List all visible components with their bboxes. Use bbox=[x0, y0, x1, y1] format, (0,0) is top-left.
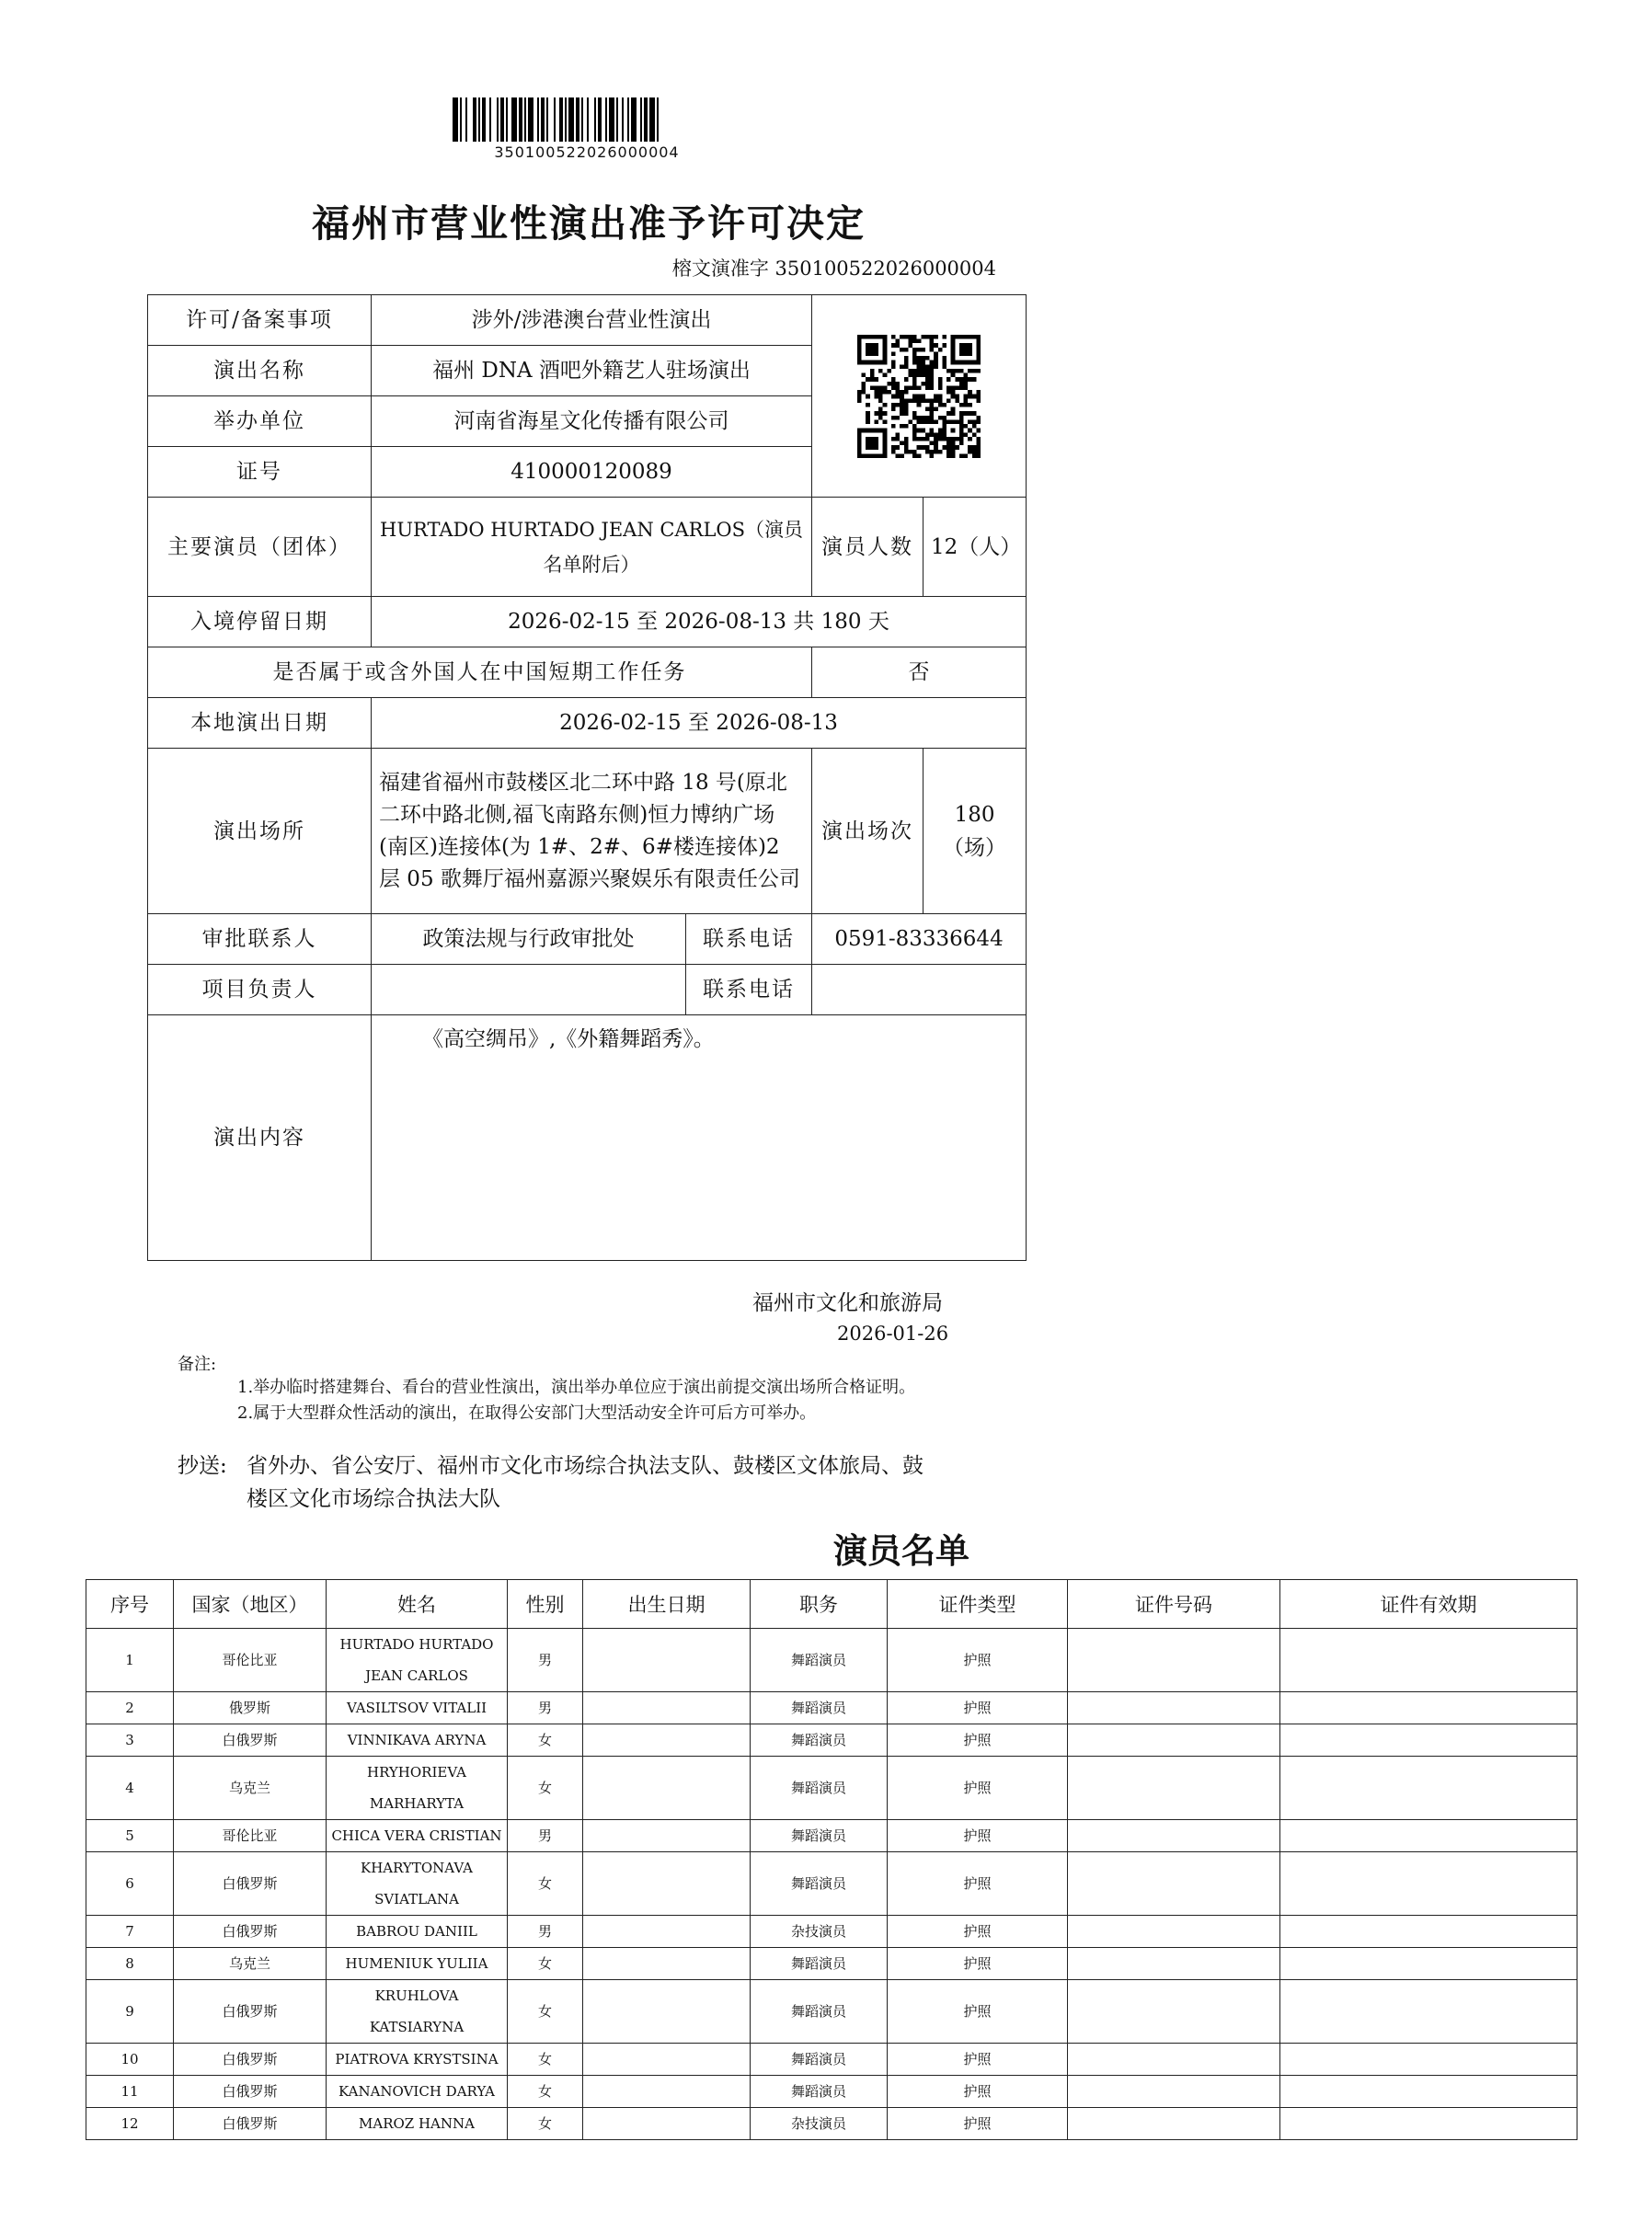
cell-birth-date bbox=[583, 1948, 751, 1980]
approval-contact-label: 审批联系人 bbox=[148, 914, 372, 965]
cell-doc-validity bbox=[1280, 1916, 1577, 1948]
cell-country: 哥伦比亚 bbox=[174, 1629, 327, 1692]
cell-role: 舞蹈演员 bbox=[751, 1724, 888, 1757]
cell-name bbox=[327, 2076, 508, 2108]
phone-label: 联系电话 bbox=[686, 914, 812, 965]
performers-value: HURTADO HURTADO JEAN CARLOS（演员名单附后） bbox=[372, 498, 812, 597]
document-number: 榕文演准字 350100522026000004 bbox=[671, 258, 996, 280]
stay-value: 2026-02-15 至 2026-08-13 共 180 天 bbox=[372, 597, 1027, 647]
table-row bbox=[86, 1820, 1577, 1852]
cell-country: 白俄罗斯 bbox=[174, 1724, 327, 1757]
cell-role: 舞蹈演员 bbox=[751, 1820, 888, 1852]
cell-role: 舞蹈演员 bbox=[751, 1757, 888, 1820]
cell-country: 俄罗斯 bbox=[174, 1692, 327, 1724]
name-line: MAROZ HANNA bbox=[359, 2115, 475, 2132]
name-line: BABROU DANIIL bbox=[356, 1923, 477, 1940]
table-row bbox=[86, 1916, 1577, 1948]
barcode bbox=[453, 97, 721, 142]
cell-doc-number bbox=[1068, 2044, 1280, 2076]
cell-country: 白俄罗斯 bbox=[174, 2108, 327, 2140]
content-label: 演出内容 bbox=[148, 1015, 372, 1261]
cell-gender: 女 bbox=[508, 1948, 583, 1980]
cell-birth-date bbox=[583, 1916, 751, 1948]
cell-doc-type: 护照 bbox=[888, 2044, 1068, 2076]
cell-birth-date bbox=[583, 2044, 751, 2076]
cell-no: 7 bbox=[86, 1916, 174, 1948]
table-row bbox=[86, 2044, 1577, 2076]
cell-no: 1 bbox=[86, 1629, 174, 1692]
cell-doc-validity bbox=[1280, 1629, 1577, 1692]
cell-name bbox=[327, 1629, 508, 1692]
name-line: KHARYTONAVA bbox=[360, 1860, 473, 1876]
col-header-country: 国家（地区） bbox=[174, 1580, 327, 1629]
cell-country: 乌克兰 bbox=[174, 1757, 327, 1820]
cell-doc-type: 护照 bbox=[888, 1724, 1068, 1757]
cell-doc-number bbox=[1068, 1757, 1280, 1820]
note-item: 1.举办临时搭建舞台、看台的营业性演出，演出举办单位应于演出前提交演出场所合格证明。 bbox=[237, 1378, 916, 1397]
content-value: 《高空绸吊》,《外籍舞蹈秀》。 bbox=[372, 1015, 1027, 1261]
cell-country: 哥伦比亚 bbox=[174, 1820, 327, 1852]
cell-no: 10 bbox=[86, 2044, 174, 2076]
cell-birth-date bbox=[583, 2108, 751, 2140]
name-line: KANANOVICH DARYA bbox=[338, 2083, 495, 2100]
document-title: 福州市营业性演出准予许可决定 bbox=[312, 201, 866, 246]
cell-no: 5 bbox=[86, 1820, 174, 1852]
cell-doc-number bbox=[1068, 1629, 1280, 1692]
cell-birth-date bbox=[583, 2076, 751, 2108]
table-row bbox=[86, 1852, 1577, 1916]
col-header-birth-date: 出生日期 bbox=[583, 1580, 751, 1629]
cell-no: 9 bbox=[86, 1980, 174, 2044]
cell-doc-validity bbox=[1280, 1948, 1577, 1980]
cell-no: 6 bbox=[86, 1852, 174, 1916]
cell-name bbox=[327, 1948, 508, 1980]
venue-value: 福建省福州市鼓楼区北二环中路 18 号(原北二环中路北侧,福飞南路东侧)恒力博纳广场(南区)连接体(为 1#、2#、6#楼连接体)2 层 05 歌舞厅福州嘉源兴聚娱乐有限责任公司 bbox=[372, 749, 812, 914]
cell-doc-type: 护照 bbox=[888, 1757, 1068, 1820]
issue-date: 2026-01-26 bbox=[837, 1323, 949, 1345]
cell-doc-validity bbox=[1280, 1852, 1577, 1916]
cell-birth-date bbox=[583, 1757, 751, 1820]
cell-gender: 女 bbox=[508, 2076, 583, 2108]
table-row bbox=[86, 1724, 1577, 1757]
short-work-label: 是否属于或含外国人在中国短期工作任务 bbox=[148, 647, 812, 698]
performers-label: 主要演员（团体） bbox=[148, 498, 372, 597]
cell-name bbox=[327, 1724, 508, 1757]
cell-doc-type: 护照 bbox=[888, 1948, 1068, 1980]
cell-no: 8 bbox=[86, 1948, 174, 1980]
cell-birth-date bbox=[583, 1629, 751, 1692]
cell-doc-type: 护照 bbox=[888, 1692, 1068, 1724]
cell-role: 舞蹈演员 bbox=[751, 1852, 888, 1916]
cc-recipients-line1: 省外办、省公安厅、福州市文化市场综合执法支队、鼓楼区文体旅局、鼓 bbox=[247, 1454, 924, 1478]
table-row bbox=[86, 2076, 1577, 2108]
cell-doc-number bbox=[1068, 1724, 1280, 1757]
cell-no: 11 bbox=[86, 2076, 174, 2108]
name-line: SVIATLANA bbox=[374, 1891, 459, 1907]
name-line: CHICA VERA CRISTIAN bbox=[331, 1827, 502, 1844]
cell-doc-type: 护照 bbox=[888, 1629, 1068, 1692]
count-label: 演员人数 bbox=[812, 498, 924, 597]
cell-role: 舞蹈演员 bbox=[751, 1692, 888, 1724]
cell-birth-date bbox=[583, 1692, 751, 1724]
barcode-number: 350100522026000004 bbox=[494, 143, 680, 161]
cell-doc-number bbox=[1068, 1980, 1280, 2044]
col-header-role: 职务 bbox=[751, 1580, 888, 1629]
cell-gender: 女 bbox=[508, 1980, 583, 2044]
cell-name bbox=[327, 1980, 508, 2044]
cell-doc-type: 护照 bbox=[888, 1980, 1068, 2044]
cell-doc-validity bbox=[1280, 2076, 1577, 2108]
col-header-no: 序号 bbox=[86, 1580, 174, 1629]
name-line: HUMENIUK YULIIA bbox=[345, 1955, 488, 1972]
name-line: PIATROVA KRYSTSINA bbox=[335, 2051, 499, 2067]
phone2-value bbox=[812, 965, 1027, 1015]
table-row bbox=[86, 2108, 1577, 2140]
phone-value: 0591-83336644 bbox=[812, 914, 1027, 965]
qr-code bbox=[857, 335, 981, 458]
license-value: 410000120089 bbox=[372, 447, 812, 498]
cell-name bbox=[327, 2044, 508, 2076]
cell-doc-type: 护照 bbox=[888, 2076, 1068, 2108]
cell-gender: 女 bbox=[508, 1724, 583, 1757]
cell-doc-number bbox=[1068, 1852, 1280, 1916]
short-work-value: 否 bbox=[812, 647, 1027, 698]
cell-gender: 女 bbox=[508, 2044, 583, 2076]
cell-country: 乌克兰 bbox=[174, 1948, 327, 1980]
venue-label: 演出场所 bbox=[148, 749, 372, 914]
cell-country: 白俄罗斯 bbox=[174, 2076, 327, 2108]
cell-country: 白俄罗斯 bbox=[174, 1852, 327, 1916]
cell-doc-validity bbox=[1280, 1757, 1577, 1820]
cell-doc-type: 护照 bbox=[888, 1852, 1068, 1916]
cell-doc-validity bbox=[1280, 1724, 1577, 1757]
table-row bbox=[86, 1757, 1577, 1820]
cell-no: 3 bbox=[86, 1724, 174, 1757]
cell-doc-validity bbox=[1280, 1692, 1577, 1724]
cell-gender: 女 bbox=[508, 1852, 583, 1916]
cell-gender: 男 bbox=[508, 1820, 583, 1852]
cell-gender: 男 bbox=[508, 1692, 583, 1724]
cell-gender: 女 bbox=[508, 1757, 583, 1820]
cell-role: 杂技演员 bbox=[751, 1916, 888, 1948]
name-line: HURTADO HURTADO bbox=[339, 1636, 494, 1653]
cell-name bbox=[327, 1692, 508, 1724]
cell-doc-validity bbox=[1280, 1820, 1577, 1852]
local-dates-label: 本地演出日期 bbox=[148, 698, 372, 749]
table-row bbox=[86, 1948, 1577, 1980]
cell-doc-number bbox=[1068, 1820, 1280, 1852]
count-value: 12（人） bbox=[924, 498, 1027, 597]
cell-role: 舞蹈演员 bbox=[751, 2044, 888, 2076]
cell-role: 舞蹈演员 bbox=[751, 1629, 888, 1692]
project-lead-label: 项目负责人 bbox=[148, 965, 372, 1015]
cell-doc-number bbox=[1068, 1692, 1280, 1724]
name-line: VASILTSOV VITALII bbox=[346, 1700, 488, 1716]
cell-no: 2 bbox=[86, 1692, 174, 1724]
permit-table bbox=[147, 294, 1027, 1261]
cell-doc-type: 护照 bbox=[888, 1820, 1068, 1852]
cell-country: 白俄罗斯 bbox=[174, 2044, 327, 2076]
cell-country: 白俄罗斯 bbox=[174, 1916, 327, 1948]
qr-code-cell bbox=[812, 295, 1027, 498]
col-header-gender: 性别 bbox=[508, 1580, 583, 1629]
cell-name bbox=[327, 1757, 508, 1820]
name-value: 福州 DNA 酒吧外籍艺人驻场演出 bbox=[372, 346, 812, 396]
cell-name bbox=[327, 1820, 508, 1852]
local-dates-value: 2026-02-15 至 2026-08-13 bbox=[372, 698, 1027, 749]
col-header-doc-validity: 证件有效期 bbox=[1280, 1580, 1577, 1629]
cell-name bbox=[327, 1916, 508, 1948]
cell-role: 舞蹈演员 bbox=[751, 1948, 888, 1980]
name-line: MARHARYTA bbox=[369, 1795, 465, 1812]
cell-name bbox=[327, 2108, 508, 2140]
shows-value: 180（场） bbox=[924, 749, 1027, 914]
name-line: HRYHORIEVA bbox=[366, 1764, 466, 1781]
phone2-label: 联系电话 bbox=[686, 965, 812, 1015]
table-row bbox=[86, 1692, 1577, 1724]
stay-label: 入境停留日期 bbox=[148, 597, 372, 647]
license-label: 证号 bbox=[148, 447, 372, 498]
cell-country: 白俄罗斯 bbox=[174, 1980, 327, 2044]
name-line: KRUHLOVA bbox=[374, 1987, 459, 2004]
shows-label: 演出场次 bbox=[812, 749, 924, 914]
organizer-value: 河南省海星文化传播有限公司 bbox=[372, 396, 812, 447]
name-line: JEAN CARLOS bbox=[365, 1667, 468, 1684]
cell-doc-number bbox=[1068, 2108, 1280, 2140]
col-header-doc-number: 证件号码 bbox=[1068, 1580, 1280, 1629]
notes-label: 备注: bbox=[178, 1355, 217, 1374]
cell-birth-date bbox=[583, 1820, 751, 1852]
organizer-label: 举办单位 bbox=[148, 396, 372, 447]
issuer: 福州市文化和旅游局 bbox=[752, 1291, 943, 1315]
approval-contact-value: 政策法规与行政审批处 bbox=[372, 914, 686, 965]
name-label: 演出名称 bbox=[148, 346, 372, 396]
cell-birth-date bbox=[583, 1724, 751, 1757]
cell-role: 舞蹈演员 bbox=[751, 1980, 888, 2044]
cell-role: 舞蹈演员 bbox=[751, 2076, 888, 2108]
cell-doc-validity bbox=[1280, 2044, 1577, 2076]
cell-gender: 女 bbox=[508, 2108, 583, 2140]
project-lead-value bbox=[372, 965, 686, 1015]
roster-title: 演员名单 bbox=[833, 1530, 969, 1571]
cell-doc-type: 护照 bbox=[888, 1916, 1068, 1948]
cell-doc-number bbox=[1068, 2076, 1280, 2108]
item-value: 涉外/涉港澳台营业性演出 bbox=[372, 295, 812, 346]
cell-doc-type: 护照 bbox=[888, 2108, 1068, 2140]
cc-label: 抄送: bbox=[178, 1454, 227, 1478]
cell-doc-validity bbox=[1280, 2108, 1577, 2140]
cc-recipients-line2: 楼区文化市场综合执法大队 bbox=[247, 1487, 500, 1511]
note-item: 2.属于大型群众性活动的演出，在取得公安部门大型活动安全许可后方可举办。 bbox=[237, 1403, 817, 1423]
cell-no: 12 bbox=[86, 2108, 174, 2140]
col-header-name: 姓名 bbox=[327, 1580, 508, 1629]
name-line: VINNIKAVA ARYNA bbox=[347, 1732, 487, 1748]
item-label: 许可/备案事项 bbox=[148, 295, 372, 346]
table-row bbox=[86, 1629, 1577, 1692]
col-header-doc-type: 证件类型 bbox=[888, 1580, 1068, 1629]
table-row bbox=[86, 1980, 1577, 2044]
roster-table bbox=[86, 1579, 1577, 2140]
cell-gender: 男 bbox=[508, 1629, 583, 1692]
cell-name bbox=[327, 1852, 508, 1916]
cell-birth-date bbox=[583, 1980, 751, 2044]
cell-birth-date bbox=[583, 1852, 751, 1916]
cell-role: 杂技演员 bbox=[751, 2108, 888, 2140]
cell-gender: 男 bbox=[508, 1916, 583, 1948]
cell-doc-validity bbox=[1280, 1980, 1577, 2044]
cell-doc-number bbox=[1068, 1948, 1280, 1980]
name-line: KATSIARYNA bbox=[369, 2019, 465, 2035]
cell-doc-number bbox=[1068, 1916, 1280, 1948]
cell-no: 4 bbox=[86, 1757, 174, 1820]
